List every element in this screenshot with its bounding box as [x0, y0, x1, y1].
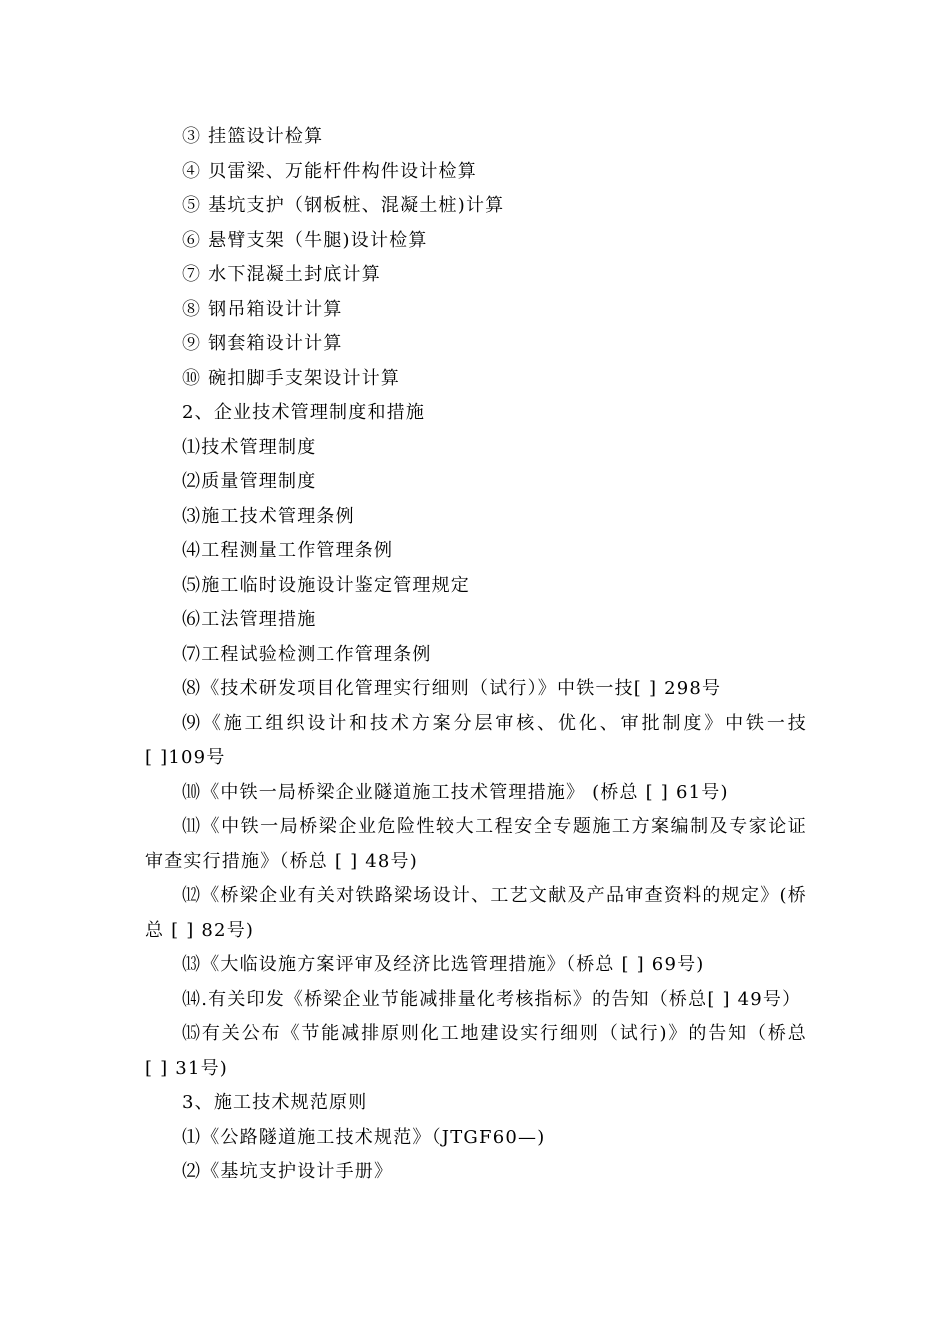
text-line: ⑷工程测量工作管理条例 — [182, 540, 394, 561]
text-line: 总 [ ] 82号) — [145, 919, 255, 941]
text-line: ⑽《中铁一局桥梁企业隧道施工技术管理措施》 (桥总 [ ] 61号) — [182, 781, 729, 803]
text-line: ⑵质量管理制度 — [182, 471, 317, 492]
text-line: [ ]109号 — [145, 747, 226, 768]
text-line: ⑶施工技术管理条例 — [182, 505, 355, 527]
text-line: ⑨ 钢套箱设计计算 — [182, 333, 343, 354]
text-line: ③ 挂篮设计检算 — [182, 126, 324, 147]
text-line: ⑸施工临时设施设计鉴定管理规定 — [182, 574, 470, 596]
text-line: ⑥ 悬臂支架（牛腿)设计检算 — [182, 229, 428, 251]
text-line: ⑼《施工组织设计和技术方案分层审核、优化、审批制度》中铁一技 — [182, 712, 807, 734]
text-line: [ ] 31号) — [145, 1057, 229, 1079]
text-line: ⑴《公路隧道施工技术规范》（JTGF60—) — [182, 1126, 546, 1148]
text-line: ⑿《桥梁企业有关对铁路梁场设计、工艺文献及产品审查资料的规定》(桥 — [182, 885, 807, 906]
text-line: ⑤ 基坑支护（钢板桩、混凝土桩)计算 — [182, 195, 505, 216]
text-line: 审查实行措施》（桥总 [ ] 48号) — [145, 850, 418, 872]
text-line: ⑴技术管理制度 — [182, 436, 317, 458]
text-line: ⑩ 碗扣脚手支架设计计算 — [182, 367, 401, 389]
text-line: ⑾《中铁一局桥梁企业危险性较大工程安全专题施工方案编制及专家论证 — [182, 816, 807, 837]
text-line: ⒁.有关印发《桥梁企业节能减排量化考核指标》的告知（桥总[ ] 49号） — [182, 988, 802, 1010]
text-line: 2、企业技术管理制度和措施 — [182, 402, 426, 423]
text-line: ⒂有关公布《节能减排原则化工地建设实行细则（试行)》的告知（桥总 — [182, 1023, 807, 1044]
text-line: ④ 贝雷梁、万能杆件构件设计检算 — [182, 160, 477, 182]
text-line: ⑻《技术研发项目化管理实行细则（试行）》中铁一技[ ] 298号 — [182, 678, 722, 699]
text-line: ⑧ 钢吊箱设计计算 — [182, 298, 343, 320]
text-line: ⑹工法管理措施 — [182, 609, 317, 630]
text-line: 3、施工技术规范原则 — [182, 1092, 368, 1113]
document-body — [145, 120, 807, 1190]
text-line: ⑺工程试验检测工作管理条例 — [182, 643, 432, 665]
text-line: ⒀《大临设施方案评审及经济比选管理措施》（桥总 [ ] 69号) — [182, 954, 705, 975]
text-line: ⑦ 水下混凝土封底计算 — [182, 264, 381, 285]
text-line: ⑵《基坑支护设计手册》 — [182, 1161, 394, 1182]
